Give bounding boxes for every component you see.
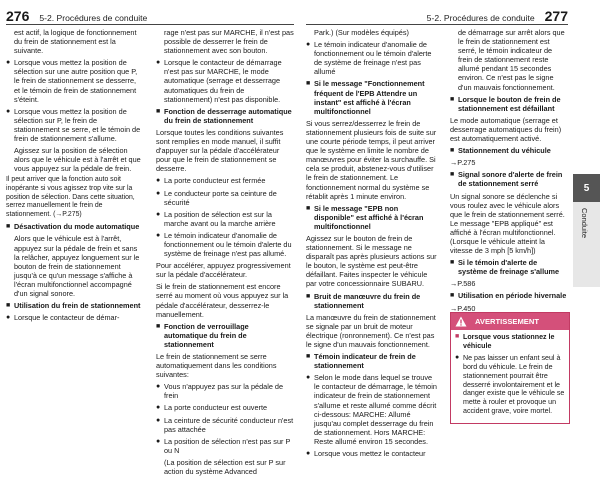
bullet-item: ● La position de sélection n'est pas sur P ou N xyxy=(156,436,291,455)
subheading: ■ Bruit de manœuvre du frein de stationnement xyxy=(306,291,421,310)
bullet-item: ● Ne pas laisser un enfant seul à bord du véhicule. Le frein de stationnement pourrait être desserré involontairement et le danger existe que le véhicule se mette à rouler et provoque un accident grave, voire mortel. xyxy=(455,353,565,416)
header-right xyxy=(306,0,568,25)
bullet-icon: ● xyxy=(156,416,161,424)
column-4 xyxy=(450,28,568,316)
subheading: ■ Utilisation en période hivernale xyxy=(450,291,567,301)
paragraph: rage n'est pas sur MARCHE, il n'est pas possible de desserrer le frein de stationnement avec son bouton. xyxy=(164,28,294,56)
bullet-item: ● La position de sélection est sur la marche avant ou la marche arrière xyxy=(156,209,276,228)
bullet-item: ● Lorsque le contacteur de démarrage n'est pas sur MARCHE, le mode automatique (serrage et desserrage automatiques du frein de stationnement) n'est pas disponible. xyxy=(156,58,282,104)
square-bullet-icon: ■ xyxy=(156,107,161,115)
paragraph: Park.) (Sur modèles équipés) xyxy=(314,28,409,37)
paragraph: Agissez sur la position de sélection alors que le véhicule est à l'arrêt et que vous appuyez sur la pédale de frein. xyxy=(14,146,141,174)
subheading: ■ Désactivation du mode automatique xyxy=(6,222,140,232)
bullet-icon: ● xyxy=(455,353,460,361)
subheading: ■ Signal sonore d'alerte de frein de stationnement serré xyxy=(450,170,563,189)
subheading: ■ Lorsque le bouton de frein de stationnement est défaillant xyxy=(450,94,561,113)
warning-title: AVERTISSEMENT xyxy=(475,317,539,326)
bullet-icon: ● xyxy=(156,231,161,239)
warning-header xyxy=(451,313,569,330)
bullet-item: ● Le conducteur porte sa ceinture de sécurité xyxy=(156,188,277,207)
bullet-icon: ● xyxy=(156,189,161,197)
square-bullet-icon: ■ xyxy=(156,322,161,330)
bullet-item: ● Le témoin indicateur d'anomalie de fonctionnement ou le témoin d'alerte de système de freinage n'est pas allumé xyxy=(306,40,432,77)
column-2 xyxy=(156,28,294,479)
bullet-item: ● Le témoin indicateur d'anomalie de fonctionnement ou le témoin d'alerte du système de freinage n'est pas allumé. xyxy=(156,230,292,259)
paragraph: La manœuvre du frein de stationnement se signale par un bruit de moteur électrique (ronronnement). Ce n'est pas le signe d'un mauvais fonctionnement. xyxy=(306,312,436,349)
bullet-icon: ● xyxy=(306,41,311,49)
paragraph: Si le frein de stationnement est encore serré au moment où vous appuyez sur la pédale d'accélérateur, desserrez-le manuellement. xyxy=(156,282,289,319)
square-bullet-icon: ■ xyxy=(6,223,11,231)
bullet-item: ● Vous n'appuyez pas sur la pédale de frein xyxy=(156,382,284,401)
warning-subheading: ■ Lorsque vous stationnez le véhicule xyxy=(455,333,555,350)
warning-body xyxy=(451,330,569,423)
note: Il peut arriver que la fonction auto soit inopérante si vous agissez trop vite sur la position de sélection. Dans cette situation, serrez manuellement le frein de stationnement. (→P.275) xyxy=(6,176,135,218)
column-3 xyxy=(306,28,438,461)
bullet-icon: ● xyxy=(156,437,161,445)
bullet-icon: ● xyxy=(306,450,311,458)
paragraph: de démarrage sur arrêt alors que le frein de stationnement est serré, le témoin indicateur de frein de stationnement reste allumé pendant 15 secondes environ. Ce n'est pas le signe d'un mauvais fonctionnement. xyxy=(458,28,565,92)
subheading: ■ Fonction de verrouillage automatique du frein de stationnement xyxy=(156,321,249,349)
column-1 xyxy=(6,28,144,325)
bullet-item: ● Selon le mode dans lequel se trouve le contacteur de démarrage, le témoin indicateur de frein de stationnement s'allume et reste allumé comme décrit ci-dessous: MARCHE: Allumé jusqu'au complet desserrage du frein de stationnement. Hors MARCHE: Reste allumé environ 15 secondes. xyxy=(306,373,437,446)
bullet-item: ● La ceinture de sécurité conducteur n'est pas attachée xyxy=(156,415,294,434)
warning-box xyxy=(450,312,570,424)
subheading: ■ Si le message "EPB non disponible" est affiché à l'écran multifonctionnel xyxy=(306,203,424,231)
bullet-item: ● Lorsque vous mettez le contacteur xyxy=(306,449,426,459)
subheading: ■ Utilisation du frein de stationnement xyxy=(6,301,141,311)
subheading: ■ Stationnement du véhicule xyxy=(450,146,551,156)
bullet-icon: ● xyxy=(156,383,161,391)
paragraph: (La position de sélection est sur P sur action du système Advanced xyxy=(164,457,286,477)
bullet-icon: ● xyxy=(6,107,11,115)
bullet-icon: ● xyxy=(156,59,161,67)
bullet-icon: ● xyxy=(156,210,161,218)
page-reference: →P.450 xyxy=(450,303,476,313)
warning-triangle-icon xyxy=(455,316,467,327)
paragraph: Lorsque toutes les conditions suivantes sont remplies en mode manuel, il suffit d'appuyer sur la pédale d'accélérateur pour que le frein de stationnement se desserre. xyxy=(156,127,284,174)
square-bullet-icon: ■ xyxy=(306,80,311,88)
bullet-icon: ● xyxy=(156,404,161,412)
bullet-icon: ● xyxy=(306,374,311,382)
bullet-item: ● La porte conducteur est ouverte xyxy=(156,403,268,413)
paragraph: Agissez sur le bouton de frein de stationnement. Si le message ne disparaît pas après plusieurs actions sur le bouton, le système est peut-être défaillant. Faites inspecter le véhicule par votre concessionnaire SUBARU. xyxy=(306,233,437,289)
bullet-icon: ● xyxy=(6,314,11,322)
bullet-icon: ● xyxy=(6,59,11,67)
bullet-item: ● Lorsque le contacteur de démar- xyxy=(6,313,120,323)
square-bullet-icon: ■ xyxy=(6,302,11,310)
paragraph: Le mode automatique (serrage et desserrage automatiques du frein) est automatiquement activé. xyxy=(450,115,562,144)
page-reference: →P.586 xyxy=(450,279,476,289)
paragraph: Alors que le véhicule est à l'arrêt, appuyez sur la pédale de frein et sans la relâcher, appuyez longuement sur le bouton de frein de stationnement jusqu'à ce qu'un message s'affiche à l'écran multifonctionnel accompagné d'un signal sonore. xyxy=(14,234,140,299)
square-bullet-icon: ■ xyxy=(450,259,455,267)
left-section-title: 5-2. Procédures de conduite xyxy=(39,13,148,23)
right-section-title: 5-2. Procédures de conduite xyxy=(426,13,535,23)
paragraph: Le frein de stationnement se serre automatiquement dans les conditions suivantes: xyxy=(156,352,277,380)
subheading: ■ Si le témoin d'alerte de système de freinage s'allume xyxy=(450,258,560,277)
paragraph: Un signal sonore se déclenche si vous roulez avec le véhicule alors que le frein de stationnement serré. Le message "EPB appliqué" est affiché à l'écran multifonctionnel. (Lorsque le véhicule atteint la vitesse de 3 mph [5 km/h]) xyxy=(450,191,565,256)
bullet-item: ● Lorsque vous mettez la position de sélection sur une autre position que P, le frein de stationnement se desserre, et le témoin de frein de stationnement s'éteint. xyxy=(6,58,138,104)
page-reference: →P.275 xyxy=(450,158,476,168)
subheading: ■ Si le message "Fonctionnement fréquent de l'EPB Attendre un instant" est affiché à l'écran multifonctionnel xyxy=(306,79,425,116)
bullet-icon: ● xyxy=(156,177,161,185)
bullet-item: ● La porte conducteur est fermée xyxy=(156,176,266,186)
subheading: ■ Témoin indicateur de frein de stationnement xyxy=(306,352,416,371)
bullet-item: ● Lorsque vous mettez la position de sélection sur P, le frein de stationnement se serre, et le témoin de frein de stationnement s'allume. xyxy=(6,106,141,144)
square-bullet-icon: ■ xyxy=(450,171,455,179)
right-page-number: 277 xyxy=(544,8,568,24)
left-page-number: 276 xyxy=(6,8,30,24)
header-left xyxy=(6,0,294,25)
square-bullet-icon: ■ xyxy=(450,147,455,155)
paragraph: Si vous serrez/desserrez le frein de stationnement plusieurs fois de suite sur une courte période temps, il peut arriver que le système en limite le nombre de manœuvres pour éviter la surchauffe. Si cela se produit, abstenez-vous d'utiliser le frein de stationnement. Le fonctionnement normal du système se rétablit après 1 minute environ. xyxy=(306,118,437,201)
square-bullet-icon: ■ xyxy=(450,95,455,103)
chapter-label: Conduite xyxy=(580,208,589,239)
paragraph: Pour accélérer, appuyez progressivement sur la pédale d'accélérateur. xyxy=(156,261,291,280)
chapter-tab xyxy=(573,174,600,287)
square-bullet-icon: ■ xyxy=(450,292,455,300)
square-bullet-icon: ■ xyxy=(306,292,311,300)
square-bullet-icon: ■ xyxy=(455,333,460,340)
paragraph: est actif, la logique de fonctionnement du frein de stationnement est la suivante. xyxy=(14,28,137,56)
chapter-number: 5 xyxy=(573,174,600,202)
square-bullet-icon: ■ xyxy=(306,204,311,212)
square-bullet-icon: ■ xyxy=(306,353,311,361)
subheading: ■ Fonction de desserrage automatique du frein de stationnement xyxy=(156,106,292,125)
